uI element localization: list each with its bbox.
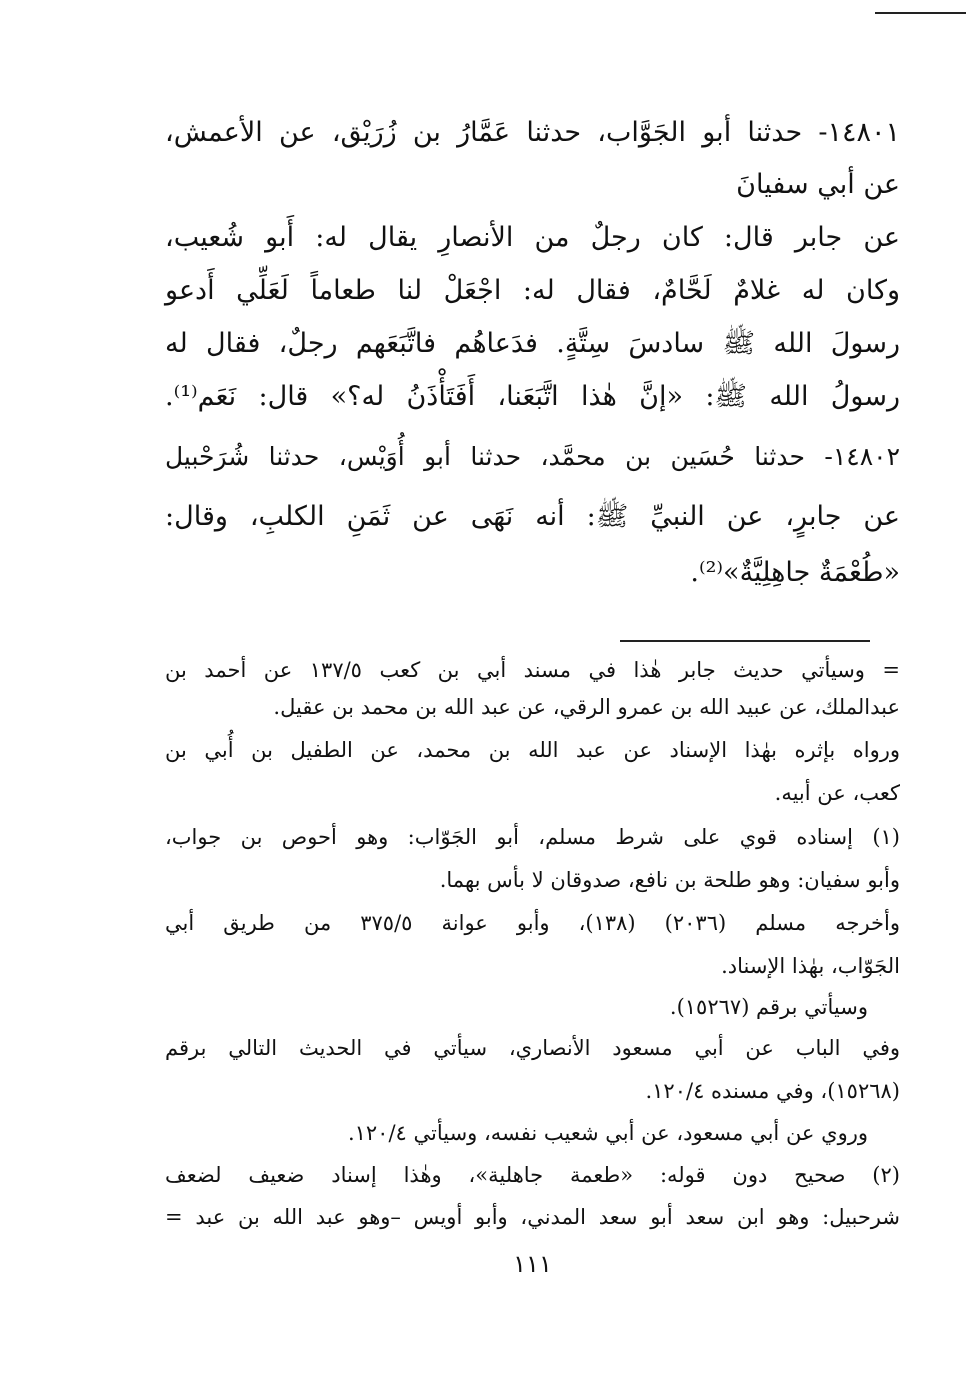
footnote-separator [620,640,870,642]
hadith-14802-matn-line-1: عن جابرٍ، عن النبيِّ ﷺ: أنه نَهَى عن ثَمَنِ الكلبِ، وقال: [165,501,900,532]
footnote-line: كعب، عن أبيه. [774,781,900,805]
footnote-2-line: (٢) صحيح دون قوله: «طعمة جاهلية»، وهٰذا إسناد ضعيف لضعف [165,1163,900,1187]
document-page [165,95,900,1345]
footnote-line: = وسيأتي حديث جابر هٰذا في مسند أبي بن كعب ١٣٧/٥ عن أحمد بن [165,658,901,682]
footnote-1-line: وفي الباب عن أبي مسعود الأنصاري، سيأتي في الحديث التالي برقم [165,1036,900,1060]
footnote-line: عبدالملك، عن عبيد الله بن عمرو الرقي، عن عبد الله بن محمد بن عقيل. [273,695,900,719]
top-rule [875,12,966,14]
footnote-1-line: وروي عن أبي مسعود، عن أبي شعيب نفسه، وسيأتي ١٢٠/٤. [347,1121,868,1145]
hadith-14801-isnad-line-2: عن أبي سفيانَ [736,169,900,200]
footnote-line: ورواه بإثره بهٰذا الإسناد عن عبد الله بن محمد، عن الطفيل بن أُبي بن [165,738,900,762]
hadith-text [165,95,900,625]
hadith-14801-matn-line-3: رسولَ الله ﷺ سادسَ سِتَّةٍ. فدَعاهُم فاتَّبَعَهم رجلٌ، فقال له [165,328,900,359]
hadith-14801-matn-line-2: وكان له غلامٌ لَحَّامٌ، فقال له: اجْعَلْ لنا طعاماً لَعَلِّي أَدعو [165,275,900,306]
footnote-2-line: شرحبيل: وهو ابن سعد أبو سعد المدني، وأبو أويس –وهو عبد الله بن عبد = [165,1205,900,1229]
footnote-1-line: الجَوّاب، بهٰذا الإسناد. [721,954,900,978]
footnote-1-line: وأبو سفيان: وهو طلحة بن نافع، صدوقان لا بأس بهما. [439,868,900,892]
footnote-1-line: وسيأتي برقم (١٥٢٦٧). [669,995,868,1019]
footnote-1-line: وأخرجه مسلم (٢٠٣٦) (١٣٨)، وأبو عوانة ٣٧٥/٥ من طريق أبي [165,911,900,935]
footnote-1-line: (١) إسناده قوي على شرط مسلم، أبو الجَوّاب: وهو أحوص بن جواب، [165,825,900,849]
hadith-14802-isnad-line: ١٤٨٠٢- حدثنا حُسَين بن محمَّد، حدثنا أبو أُوَيْس، حدثنا شُرَحْبيل [165,442,900,471]
page-number: ١١١ [513,1250,552,1278]
hadith-14801-isnad-line: ١٤٨٠١- حدثنا أبو الجَوَّاب، حدثنا عَمَّارُ بن زُرَيْق، عن الأعمش، [165,117,900,148]
hadith-14801-matn-line-4: رسولُ الله ﷺ: «إنَّ هٰذا اتَّبَعَنا، أَفَتَأْذَنُ له؟» قال: نَعَم⁽¹⁾. [165,381,900,412]
hadith-14802-matn-line-2: «طُعْمَةٌ جاهِلِيَّةٌ»⁽²⁾. [690,557,900,588]
hadith-14801-matn-line-1: عن جابر قال: كان رجلٌ من الأنصارِ يقال له: أَبو شُعيب، [165,222,900,253]
footnote-1-line: (١٥٢٦٨)، وفي مسنده ١٢٠/٤. [645,1079,900,1103]
